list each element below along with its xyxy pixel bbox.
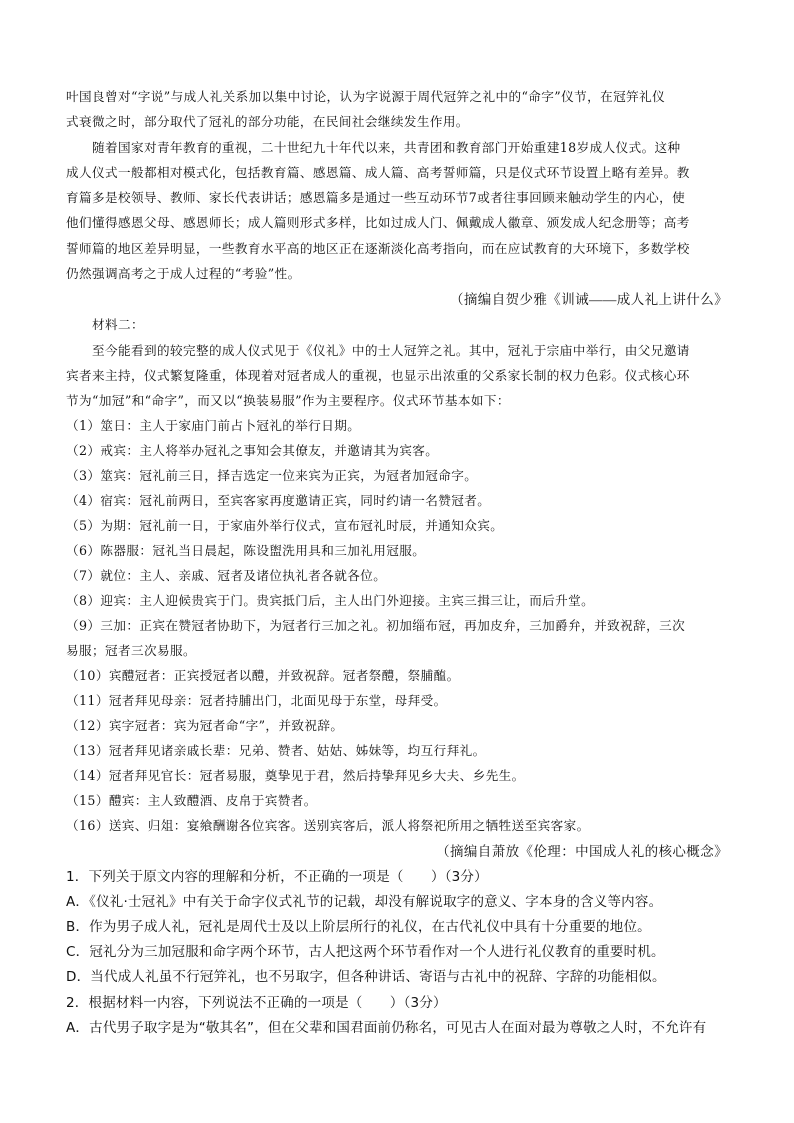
ceremony-step: （15）醴宾：主人致醴酒、皮帛于宾赞者。 [66,793,317,808]
material1-line: 叶国良曾对“字说”与成人礼关系加以集中讨论，认为字说源于周代冠笄之礼中的“命字”仪节，在冠笄礼仪 [66,89,666,104]
material1-line: 育篇多是校领导、教师、家长代表讲话；感恩篇多是通过一些互动环节7或者往事回顾来触动学生的内心，使 [66,190,686,205]
material2-intro-line: 至今能看到的较完整的成人仪式见于《仪礼》中的士人冠笄之礼。其中，冠礼于宗庙中举行，由父兄邀请 [92,343,690,358]
ceremony-step: （8）迎宾：主人迎候贵宾于门。贵宾抵门后，主人出门外迎接。主宾三揖三让，而后升堂。 [66,593,595,608]
ceremony-step: 易服；冠者三次易服。 [66,643,196,658]
ceremony-step: （7）就位：主人、亲戚、冠者及诸位执礼者各就各位。 [66,568,387,583]
ceremony-step: （5）为期：冠礼前一日，于家庙外举行仪式，宣布冠礼时辰，并通知众宾。 [66,518,504,533]
ceremony-step: （12）宾字冠者：宾为冠者命“字”，并致祝辞。 [66,718,344,733]
ceremony-step: （10）宾醴冠者：正宾授冠者以醴，并致祝辞。冠者祭醴，祭脯醢。 [66,668,460,683]
question-1-option-a: A．《仪礼·士冠礼》中有关于命字仪式礼节的记载，却没有解说取字的意义、字本身的含义等内容。 [66,894,663,910]
question-1-option-b: B．作为男子成人礼，冠礼是周代士及以上阶层所行的礼仪，在古代礼仪中具有十分重要的地位。 [66,919,651,935]
ceremony-step: （4）宿宾：冠礼前两日，至宾客家再度邀请正宾，同时约请一名赞冠者。 [66,493,491,508]
question-2-stem: 2．根据材料一内容，下列说法不正确的一项是（ ）（3分） [66,995,447,1011]
material1-line: 式衰微之时，部分取代了冠礼的部分功能，在民间社会继续发生作用。 [66,114,469,129]
material1-line: 誓师篇的地区差异明显，一些教育水平高的地区正在逐渐淡化高考指向，而在应试教育的大环境下，多数学校 [66,241,690,256]
ceremony-step: （1）筮日：主人于家庙门前占卜冠礼的举行日期。 [66,418,361,433]
source-citation-2: （摘编自萧放《伦理：中国成人礼的核心概念》 [436,844,728,859]
material1-line: 他们懂得感恩父母、感恩师长；成人篇则形式多样，比如过成人门、佩戴成人徽章、颁发成人纪念册等；高考 [66,215,690,230]
material2-heading: 材料二： [92,317,144,332]
ceremony-step: （6）陈器服：冠礼当日晨起，陈设盥洗用具和三加礼用冠服。 [66,543,426,558]
ceremony-step: （14）冠者拜见官长：冠者易服，奠挚见于君，然后持挚拜见乡大夫、乡先生。 [66,768,525,783]
question-1-option-c: C．冠礼分为三加冠服和命字两个环节，古人把这两个环节看作对一个人进行礼仪教育的重要时机。 [66,944,665,960]
ceremony-step: （11）冠者拜见母亲：冠者持脯出门，北面见母于东堂，母拜受。 [66,693,447,708]
question-1-option-d: D．当代成人礼虽不行冠笄礼，也不另取字，但各种讲话、寄语与古礼中的祝辞、字辞的功能相似。 [66,969,666,985]
material2-intro-line: 节为“加冠”和“命字”，而又以“换装易服”作为主要程序。仪式环节基本如下： [66,393,510,408]
material1-line: 成人仪式一般都相对模式化，包括教育篇、感恩篇、成人篇、高考誓师篇，只是仪式环节设置上略有差异。教 [66,165,690,180]
question-2-option-a: A．古代男子取字是为“敬其名”，但在父辈和国君面前仍称名，可见古人在面对最为尊敬之人时，不允许有 [66,1020,707,1036]
source-citation-1: （摘编自贺少雅《训诫——成人礼上讲什么》 [450,292,728,307]
material2-intro-line: 宾者来主持，仪式繁复隆重，体现着对冠者成人的重视，也显示出浓重的父系家长制的权力色彩。仪式核心环 [66,368,690,383]
ceremony-step: （16）送宾、归俎：宴飨酬谢各位宾客。送别宾客后，派人将祭祀所用之牺牲送至宾客家。 [66,818,590,833]
material1-line: 随着国家对青年教育的重视，二十世纪九十年代以来，共青团和教育部门开始重建18岁成人仪式。这种 [92,140,681,155]
ceremony-step: （13）冠者拜见诸亲戚长辈：兄弟、赞者、姑姑、姊妹等，均互行拜礼。 [66,743,486,758]
ceremony-step: （3）筮宾：冠礼前三日，择吉选定一位来宾为正宾，为冠者加冠命字。 [66,468,478,483]
question-1-stem: 1．下列关于原文内容的理解和分析，不正确的一项是（ ）（3分） [66,869,488,885]
material1-line: 仍然强调高考之于成人过程的“考验”性。 [66,266,301,281]
ceremony-step: （9）三加：正宾在赞冠者协助下，为冠者行三加之礼。初加缁布冠，再加皮弁，三加爵弁，并致祝辞，三次 [66,618,686,633]
ceremony-step: （2）戒宾：主人将举办冠礼之事知会其僚友，并邀请其为宾客。 [66,443,439,458]
